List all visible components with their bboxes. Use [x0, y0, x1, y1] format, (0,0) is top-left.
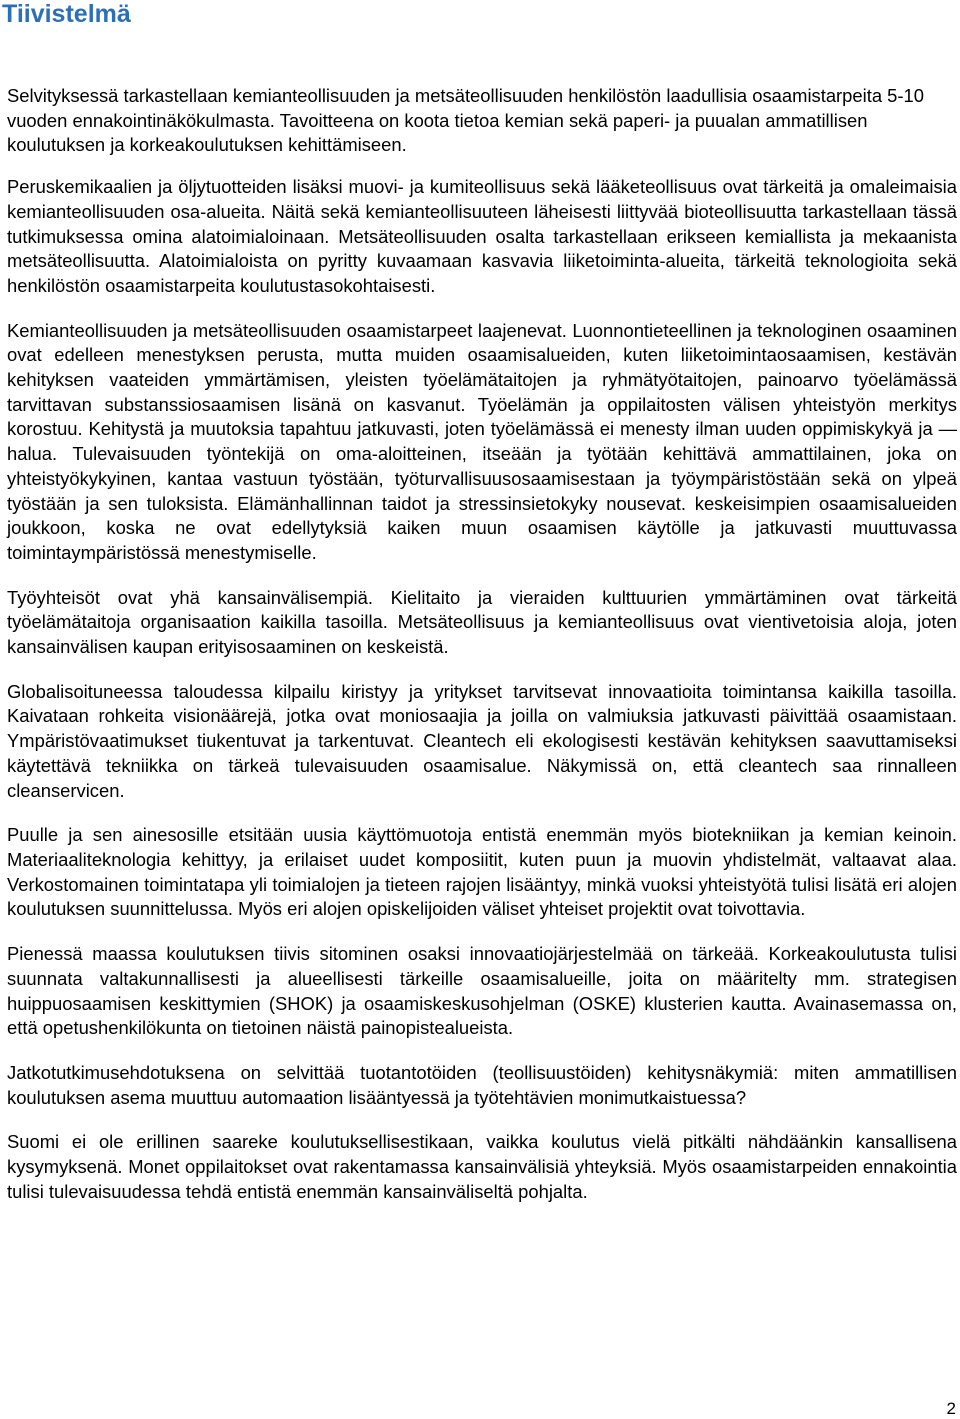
page-title: Tiivistelmä — [2, 0, 131, 28]
paragraph-globalisation: Globalisoituneessa taloudessa kilpailu kiristyy ja yritykset tarvitsevat innovaatioita toimintansa kaikilla tasoilla. Kaivataan rohkeita visionäärejä, jotka ovat moniosaajia ja joilla on valmiuksia jatkuvasti päivittää osaamistaan. Ympäristövaatimukset tiukentuvat ja tarkentuvat. Cleantech eli ekologisesti kestävän kehityksen saavuttamiseksi käytettävä tekniikka on tärkeä tulevaisuuden osaamisalue. Näkymissä on, että cleantech saa rinnalleen cleanservicen. — [7, 680, 957, 801]
paragraph-competence-needs: Kemianteollisuuden ja metsäteollisuuden osaamistarpeet laajenevat. Luonnontieteellinen ja teknologinen osaaminen ovat edelleen menestyksen perusta, mutta muiden osaamisalueiden, kuten liiketoimintaosaamisen, kestävän kehityksen vaateiden ymmärtämisen, yleisten työelämätaitojen ja ryhmätyötaitojen, painoarvo työelämässä tarvittavan substanssiosaamisen lisänä on kasvanut. Työelämän ja oppilaitosten välisen yhteistyön merkitys korostuu. Kehitystä ja muutoksia tapahtuu jatkuvasti, joten työelämässä ei menesty ilman uuden oppimiskykyä ja —halua. Tulevaisuuden työntekijä on oma-aloitteinen, itseään ja työtään kehittävä ammattilainen, joka on yhteistyökykyinen, kantaa vastuun työstään, työturvallisuusosaamisestaan ja työympäristöstään sekä on ylpeä työstään ja sen tuloksista. Elämänhallinnan taidot ja stressinsietokyky nousevat. keskeisimpien osaamisalueiden joukkoon, koska ne ovat edellytyksiä kaiken muun osaamisen käytölle ja jatkuvasti muuttuvassa toimintaympäristössä menestymiselle. — [7, 319, 957, 563]
paragraph-internationalisation: Työyhteisöt ovat yhä kansainvälisempiä. Kielitaito ja vieraiden kulttuurien ymmärtäminen ovat tärkeitä työelämätaitoja organisaation kaikilla tasoilla. Metsäteollisuus ja kemianteollisuus ovat vientivetoisia aloja, joten kansainvälisen kaupan erityisosaaminen on keskeistä. — [7, 586, 957, 658]
paragraph-intro: Selvityksessä tarkastellaan kemianteollisuuden ja metsäteollisuuden henkilöstön laadullisia osaamistarpeita 5-10 vuoden ennakointinäkökulmasta. Tavoitteena on koota tietoa kemian sekä paperi- ja puualan ammatillisen koulutuksen ja korkeakoulutuksen kehittämiseen. — [7, 85, 924, 156]
paragraph-further-research: Jatkotutkimusehdotuksena on selvittää tuotantotöiden (teollisuustöiden) kehitysnäkymiä: miten ammatillisen koulutuksen asema muuttuu automaation lisääntyessä ja työtehtävien monimutkaistuessa? — [7, 1061, 957, 1108]
paragraph-international-perspective: Suomi ei ole erillinen saareke koulutuksellisestikaan, vaikka koulutus vielä pitkälti nähdäänkin kansallisena kysymyksenä. Monet oppilaitokset ovat rakentamassa kansainvälisiä yhteyksiä. Myös osaamistarpeiden ennakointia tulisi tulevaisuudessa tehdä entistä enemmän kansainväliseltä pohjalta. — [7, 1131, 957, 1202]
paragraph-chemical-subsectors: Peruskemikaalien ja öljytuotteiden lisäksi muovi- ja kumiteollisuus sekä lääketeollisuus ovat tärkeitä ja omaleimaisia kemianteollisuuden osa-alueita. Näitä sekä kemianteollisuuteen läheisesti liittyvää bioteollisuutta tarkastellaan tässä tutkimuksessa omina alatoimialoinaan. Metsäteollisuuden osalta tarkastellaan erikseen kemiallista ja mekaanista metsäteollisuutta. Alatoimialoista on pyritty kuvaamaan kasvavia liiketoiminta-alueita, tärkeitä teknologioita sekä henkilöstön osaamistarpeita koulutustasokohtaisesti. — [7, 176, 957, 296]
summary-body — [7, 84, 957, 1224]
paragraph-innovation-system: Pienessä maassa koulutuksen tiivis sitominen osaksi innovaatiojärjestelmää on tärkeää. Korkeakoulutusta tulisi suunnata valtakunnallisesti ja alueellisesti tärkeille osaamisalueille, joita on määritelty mm. strategisen huippuosaamisen keskittymien (SHOK) ja osaamiskeskusohjelman (OSKE) klusterien kautta. Avainasemassa on, että opetushenkilökunta on tietoinen näistä painopistealueista. — [7, 943, 957, 1039]
paragraph-wood-materials: Puulle ja sen ainesosille etsitään uusia käyttömuotoja entistä enemmän myös biotekniikan ja kemian keinoin. Materiaaliteknologia kehittyy, ja erilaiset uudet komposiitit, kuten puun ja muovin yhdistelmät, valtaavat alaa. Verkostomainen toimintatapa yli toimialojen ja tieteen rajojen lisääntyy, minkä vuoksi yhteistyötä tulisi lisätä eri alojen koulutuksen suunnittelussa. Myös eri alojen opiskelijoiden väliset yhteiset projektit ovat toivottavia. — [7, 824, 957, 920]
page-number: 2 — [946, 1399, 956, 1418]
